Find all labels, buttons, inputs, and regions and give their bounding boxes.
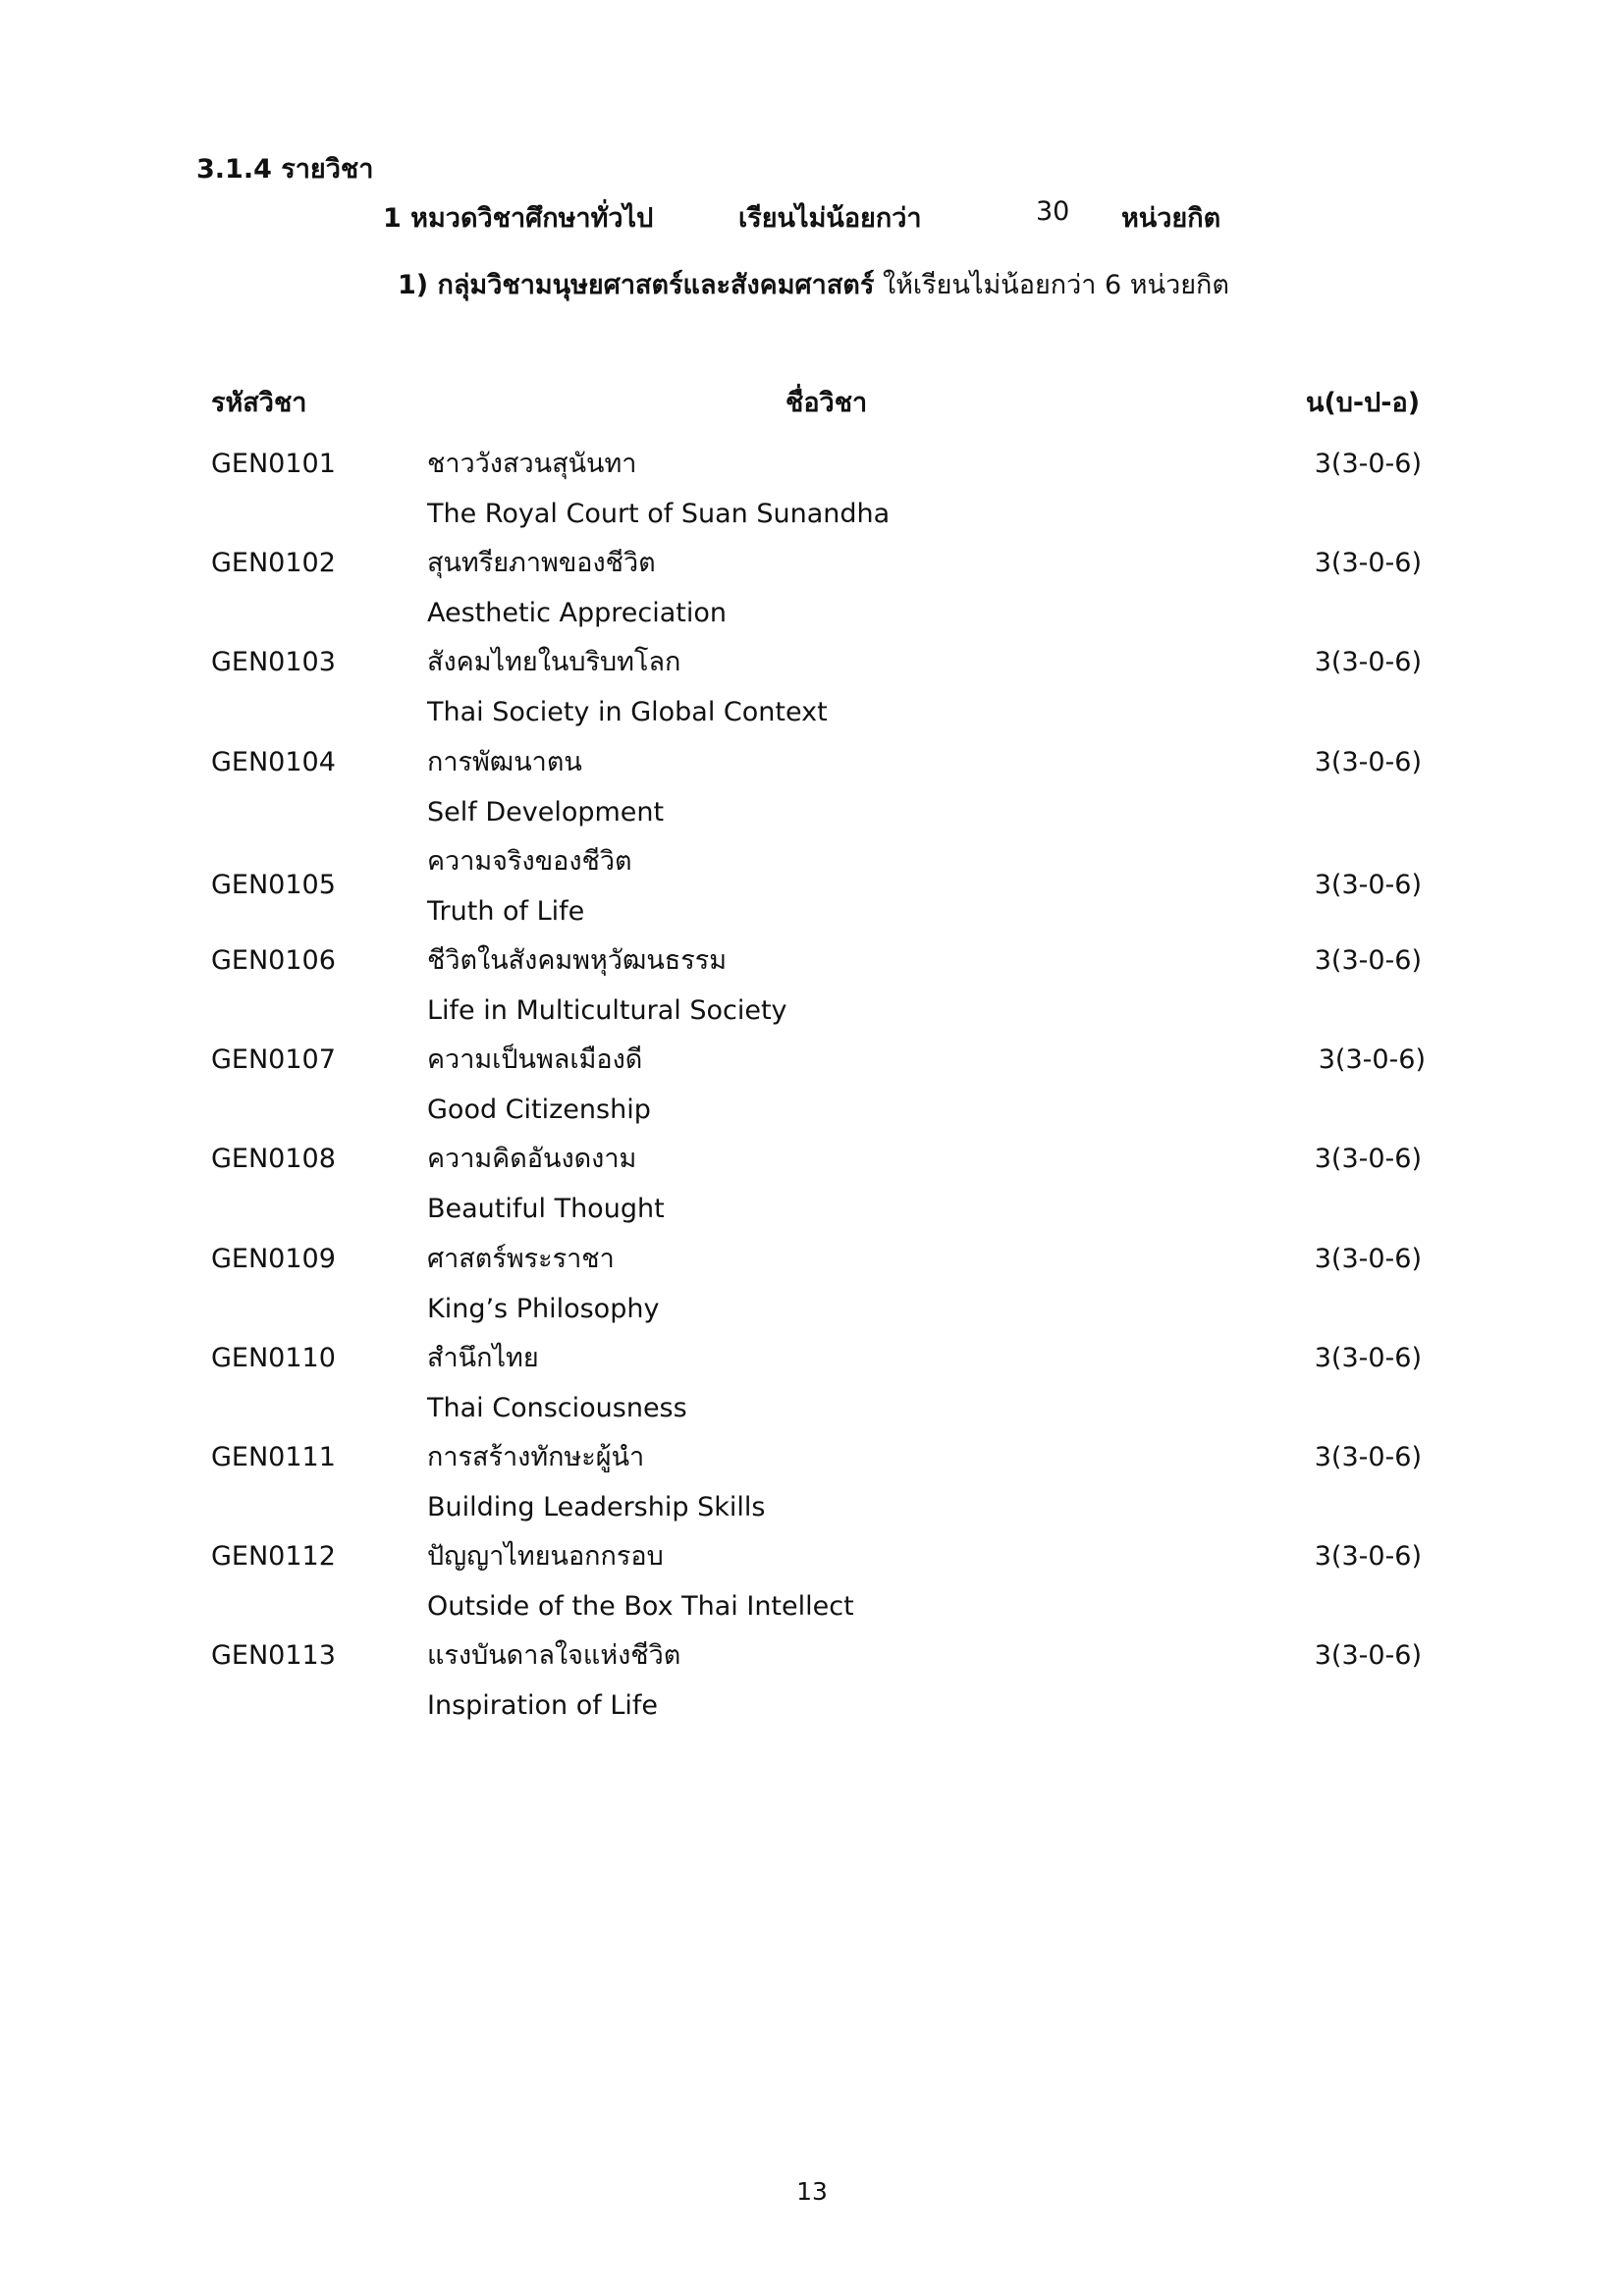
course-code: GEN0103 (211, 647, 336, 678)
course-code: GEN0104 (211, 746, 336, 777)
table-row (0, 547, 1624, 646)
table-row (0, 1540, 1624, 1639)
course-credit: 3(3-0-6) (1314, 548, 1422, 579)
course-credit: 3(3-0-6) (1314, 1243, 1422, 1274)
course-name-th: สุนทรียภาพของชีวิต (427, 548, 656, 579)
course-name-en: Inspiration of Life (427, 1690, 658, 1722)
header-code: รหัสวิชา (211, 388, 307, 418)
course-name-en: The Royal Court of Suan Sunandha (427, 499, 891, 529)
course-code: GEN0111 (211, 1442, 336, 1472)
table-row (0, 746, 1624, 845)
course-credit: 3(3-0-6) (1314, 1541, 1422, 1573)
course-credit: 3(3-0-6) (1314, 1144, 1422, 1175)
course-code: GEN0105 (211, 869, 336, 900)
course-name-en: King’s Philosophy (427, 1293, 660, 1324)
course-credit: 3(3-0-6) (1314, 869, 1422, 900)
course-name-en: Good Citizenship (427, 1095, 651, 1126)
course-name-en: Outside of the Box Thai Intellect (427, 1591, 854, 1623)
table-row (0, 1243, 1624, 1342)
course-name-th: สำนึกไทย (427, 1342, 539, 1373)
group-title: 1) กลุ่มวิชามนุษยศาสตร์และสังคมศาสตร์ (398, 270, 875, 300)
course-credit: 3(3-0-6) (1314, 449, 1422, 479)
course-name-th: ปัญญาไทยนอกกรอบ (427, 1541, 664, 1573)
course-credit: 3(3-0-6) (1314, 945, 1422, 976)
course-name-th: ความเป็นพลเมืองดี (427, 1044, 643, 1076)
course-code: GEN0109 (211, 1243, 336, 1274)
category-label: 1 หมวดวิชาศึกษาทั่วไป (383, 203, 654, 234)
course-code: GEN0102 (211, 548, 336, 579)
course-code: GEN0106 (211, 945, 336, 976)
table-row (0, 1043, 1624, 1143)
header-credit: น(บ-ป-อ) (1306, 388, 1421, 418)
course-name-en: Truth of Life (427, 895, 585, 927)
course-credit: 3(3-0-6) (1318, 1044, 1426, 1076)
course-name-th: ศาสตร์พระราชา (427, 1243, 615, 1274)
course-name-th: ความจริงของชีวิต (427, 845, 632, 877)
group-requirement: ให้เรียนไม่น้อยกว่า 6 หน่วยกิต (882, 270, 1229, 300)
header-name: ชื่อวิชา (785, 388, 868, 418)
category-requirement: เรียนไม่น้อยกว่า (738, 203, 922, 234)
course-credit: 3(3-0-6) (1314, 746, 1422, 777)
table-row (0, 1143, 1624, 1242)
table-row (0, 1639, 1624, 1738)
table-row (0, 944, 1624, 1043)
course-name-th: การพัฒนาตน (427, 746, 582, 777)
course-code: GEN0110 (211, 1342, 336, 1373)
category-unit: หน่วยกิต (1121, 203, 1221, 234)
course-code: GEN0112 (211, 1541, 336, 1573)
course-name-en: Self Development (427, 796, 665, 828)
course-credit: 3(3-0-6) (1314, 1640, 1422, 1672)
course-credit: 3(3-0-6) (1314, 647, 1422, 678)
course-name-th: ชีวิตในสังคมพหุวัฒนธรรม (427, 945, 728, 976)
table-row (0, 845, 1624, 944)
table-row (0, 1441, 1624, 1540)
course-name-en: Building Leadership Skills (427, 1492, 766, 1522)
course-name-th: ชาววังสวนสุนันทา (427, 449, 637, 479)
table-row (0, 448, 1624, 547)
course-credit: 3(3-0-6) (1314, 1442, 1422, 1472)
table-row (0, 1342, 1624, 1441)
course-code: GEN0108 (211, 1144, 336, 1175)
course-code: GEN0107 (211, 1044, 336, 1076)
course-name-th: การสร้างทักษะผู้นำ (427, 1442, 645, 1472)
course-name-en: Beautiful Thought (427, 1194, 665, 1225)
course-name-en: Life in Multicultural Society (427, 995, 787, 1026)
course-name-th: ความคิดอันงดงาม (427, 1144, 637, 1175)
table-row (0, 646, 1624, 745)
course-name-th: สังคมไทยในบริบทโลก (427, 647, 681, 678)
page-number: 13 (796, 2177, 828, 2206)
category-credits: 30 (1036, 196, 1070, 227)
course-name-en: Thai Society in Global Context (427, 697, 828, 728)
section-title: 3.1.4 รายวิชา (196, 154, 374, 185)
course-code: GEN0113 (211, 1640, 336, 1672)
course-name-en: Aesthetic Appreciation (427, 598, 727, 629)
course-code: GEN0101 (211, 449, 336, 479)
course-name-th: แรงบันดาลใจแห่งชีวิต (427, 1640, 681, 1672)
course-name-en: Thai Consciousness (427, 1392, 687, 1423)
course-credit: 3(3-0-6) (1314, 1342, 1422, 1373)
